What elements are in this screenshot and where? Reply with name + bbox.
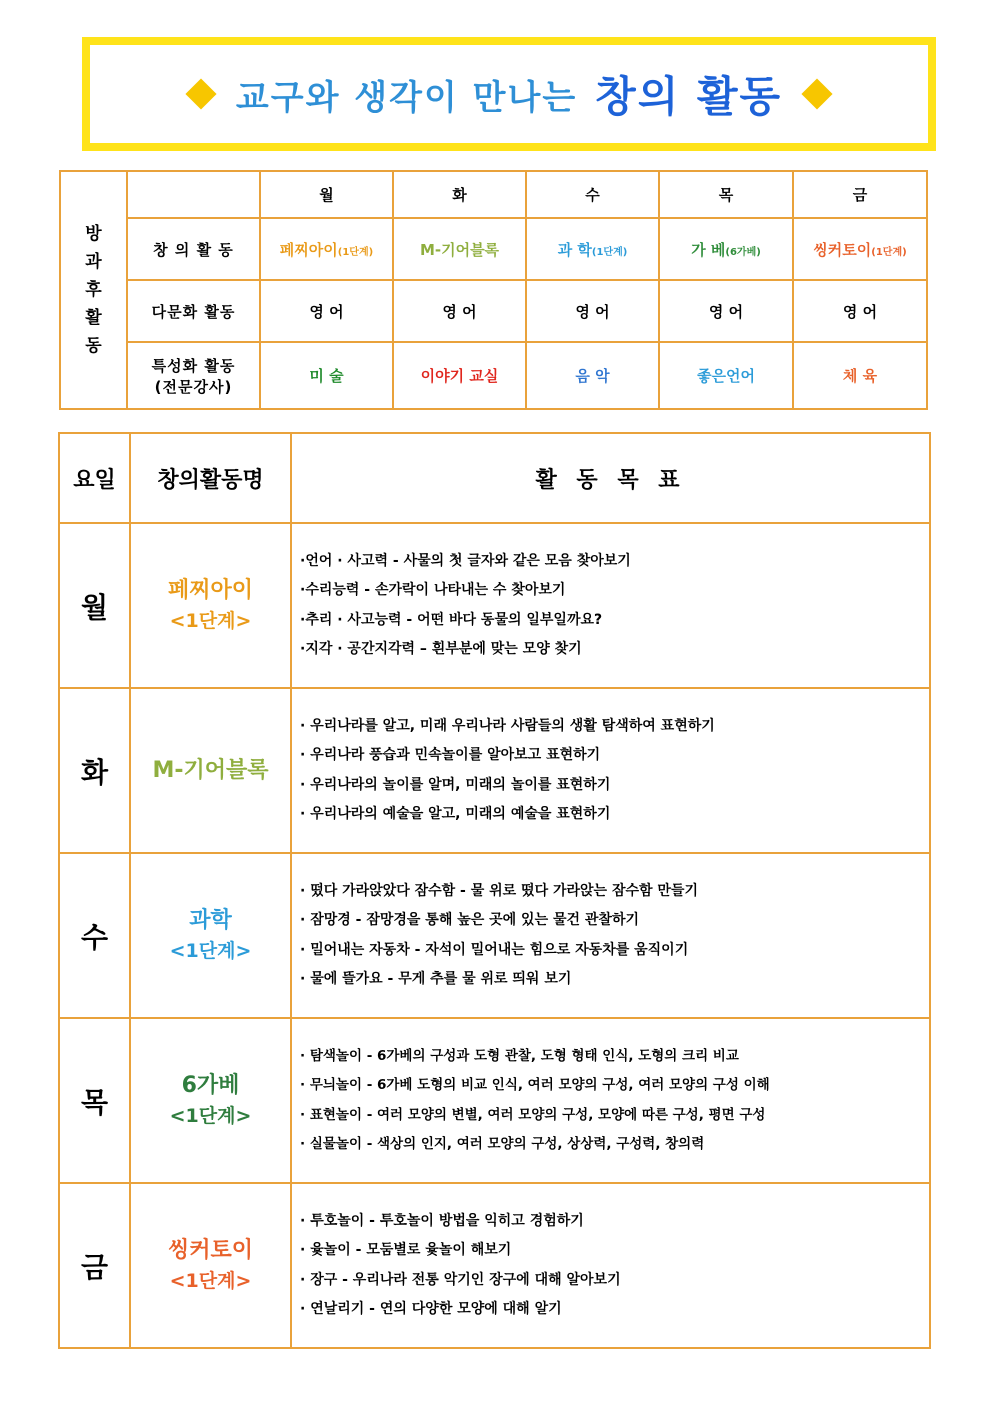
activity-row-mon [59, 523, 930, 688]
header-goals: 활 동 목 표 [291, 433, 930, 523]
goal-item: · 물에 뜰가요 - 무게 추를 물 위로 띄워 보기 [300, 971, 572, 987]
goal-item: · 표현놀이 - 여러 모양의 변별, 여러 모양의 구성, 모양에 따른 구성, 평면 구성 [300, 1106, 766, 1123]
schedule-cell: 체 육 [793, 342, 927, 409]
diamond-icon-right [802, 78, 833, 109]
goal-item: ·수리능력 - 손가락이 나타내는 수 찾아보기 [300, 582, 566, 598]
activity-name-cell: M-기어블록 [130, 688, 291, 853]
activity-row-fri [59, 1183, 930, 1348]
goals-cell [291, 1183, 930, 1348]
activity-name-cell: 과학 <1단계> [130, 853, 291, 1018]
schedule-cell: 영 어 [793, 280, 927, 342]
day-cell: 수 [59, 853, 130, 1018]
goal-item: · 우리나라의 예술을 알고, 미래의 예술을 표현하기 [300, 806, 611, 822]
goals-cell [291, 1018, 930, 1183]
title-banner [82, 37, 936, 151]
day-cell: 월 [59, 523, 130, 688]
goals-cell [291, 688, 930, 853]
goal-item: · 우리나라 풍습과 민속놀이를 알아보고 표현하기 [300, 747, 601, 763]
activity-row-thu [59, 1018, 930, 1183]
title-part2: 창의 활동 [595, 72, 783, 121]
schedule-header-row [60, 171, 927, 218]
row-label: 특성화 활동 (전문강사) [127, 342, 260, 409]
goal-item: ·추리 · 사고능력 - 어떤 바다 동물의 일부일까요? [300, 611, 603, 628]
schedule-cell: M-기어블록 [393, 218, 526, 280]
goal-item: · 떴다 가라앉았다 잠수함 - 물 위로 떴다 가라앉는 잠수함 만들기 [300, 882, 698, 899]
schedule-cell: 페찌아이(1단계) [260, 218, 393, 280]
goals-cell [291, 853, 930, 1018]
row-label: 창 의 활 동 [127, 218, 260, 280]
schedule-cell: 음 악 [526, 342, 659, 409]
schedule-row-creative [60, 218, 927, 280]
goal-item: · 우리나라의 놀이를 알며, 미래의 놀이를 표현하기 [300, 776, 611, 793]
goal-item: · 장구 - 우리나라 전통 악기인 장구에 대해 알아보기 [300, 1271, 621, 1288]
schedule-cell: 영 어 [526, 280, 659, 342]
schedule-cell: 씽커토이(1단계) [793, 218, 927, 280]
schedule-cell: 영 어 [393, 280, 526, 342]
schedule-cell: 좋은언어 [659, 342, 793, 409]
diamond-icon-left [185, 78, 216, 109]
day-cell: 목 [59, 1018, 130, 1183]
activity-header-row [59, 433, 930, 523]
goal-item: · 투호놀이 - 투호놀이 방법을 익히고 경험하기 [300, 1212, 584, 1229]
goal-item: · 밀어내는 자동차 - 자석이 밀어내는 힘으로 자동차를 움직이기 [300, 941, 689, 958]
title-part1: 교구와 생각이 만나는 [235, 77, 578, 118]
day-header: 화 [393, 171, 526, 218]
goal-item: · 우리나라를 알고, 미래 우리나라 사람들의 생활 탐색하여 표현하기 [300, 717, 715, 734]
goal-item: · 무늬놀이 - 6가베 도형의 비교 인식, 여러 모양의 구성, 여러 모양의 구성 이해 [300, 1077, 770, 1093]
schedule-row-multicultural [60, 280, 927, 342]
schedule-cell: 이야기 교실 [393, 342, 526, 409]
activity-name-cell: 페찌아이 <1단계> [130, 523, 291, 688]
page-title [166, 64, 852, 124]
schedule-cell: 미 술 [260, 342, 393, 409]
day-header: 월 [260, 171, 393, 218]
goal-item: ·지각 · 공간지각력 – 흰부분에 맞는 모양 찾기 [300, 641, 582, 657]
schedule-row-special [60, 342, 927, 409]
goal-item: ·언어 · 사고력 - 사물의 첫 글자와 같은 모음 찾아보기 [300, 552, 631, 569]
schedule-cell: 영 어 [260, 280, 393, 342]
day-header: 목 [659, 171, 793, 218]
activity-name-cell: 6가베 <1단계> [130, 1018, 291, 1183]
schedule-cell: 과 학(1단계) [526, 218, 659, 280]
activity-name-cell: 씽커토이 <1단계> [130, 1183, 291, 1348]
corner-cell [127, 171, 260, 218]
goal-item: · 윷놀이 - 모둠별로 윷놀이 해보기 [300, 1242, 512, 1258]
activity-goals-table [58, 432, 931, 1349]
after-school-schedule-table [59, 170, 928, 410]
day-header: 금 [793, 171, 927, 218]
day-header: 수 [526, 171, 659, 218]
schedule-cell: 영 어 [659, 280, 793, 342]
schedule-cell: 가 베(6가베) [659, 218, 793, 280]
activity-row-tue [59, 688, 930, 853]
header-day: 요일 [59, 433, 130, 523]
day-cell: 금 [59, 1183, 130, 1348]
goal-item: · 탐색놀이 - 6가베의 구성과 도형 관찰, 도형 형태 인식, 도형의 크리 비교 [300, 1047, 739, 1064]
row-label: 다문화 활동 [127, 280, 260, 342]
goal-item: · 실물놀이 - 색상의 인지, 여러 모양의 구성, 상상력, 구성력, 창의력 [300, 1136, 705, 1152]
day-cell: 화 [59, 688, 130, 853]
goal-item: · 잠망경 - 잠망경을 통해 높은 곳에 있는 물건 관찰하기 [300, 912, 639, 928]
header-activity-name: 창의활동명 [130, 433, 291, 523]
goal-item: · 연날리기 - 연의 다양한 모양에 대해 알기 [300, 1301, 562, 1317]
goals-cell [291, 523, 930, 688]
activity-row-wed [59, 853, 930, 1018]
side-label: 방 과 후 활 동 [60, 171, 127, 409]
